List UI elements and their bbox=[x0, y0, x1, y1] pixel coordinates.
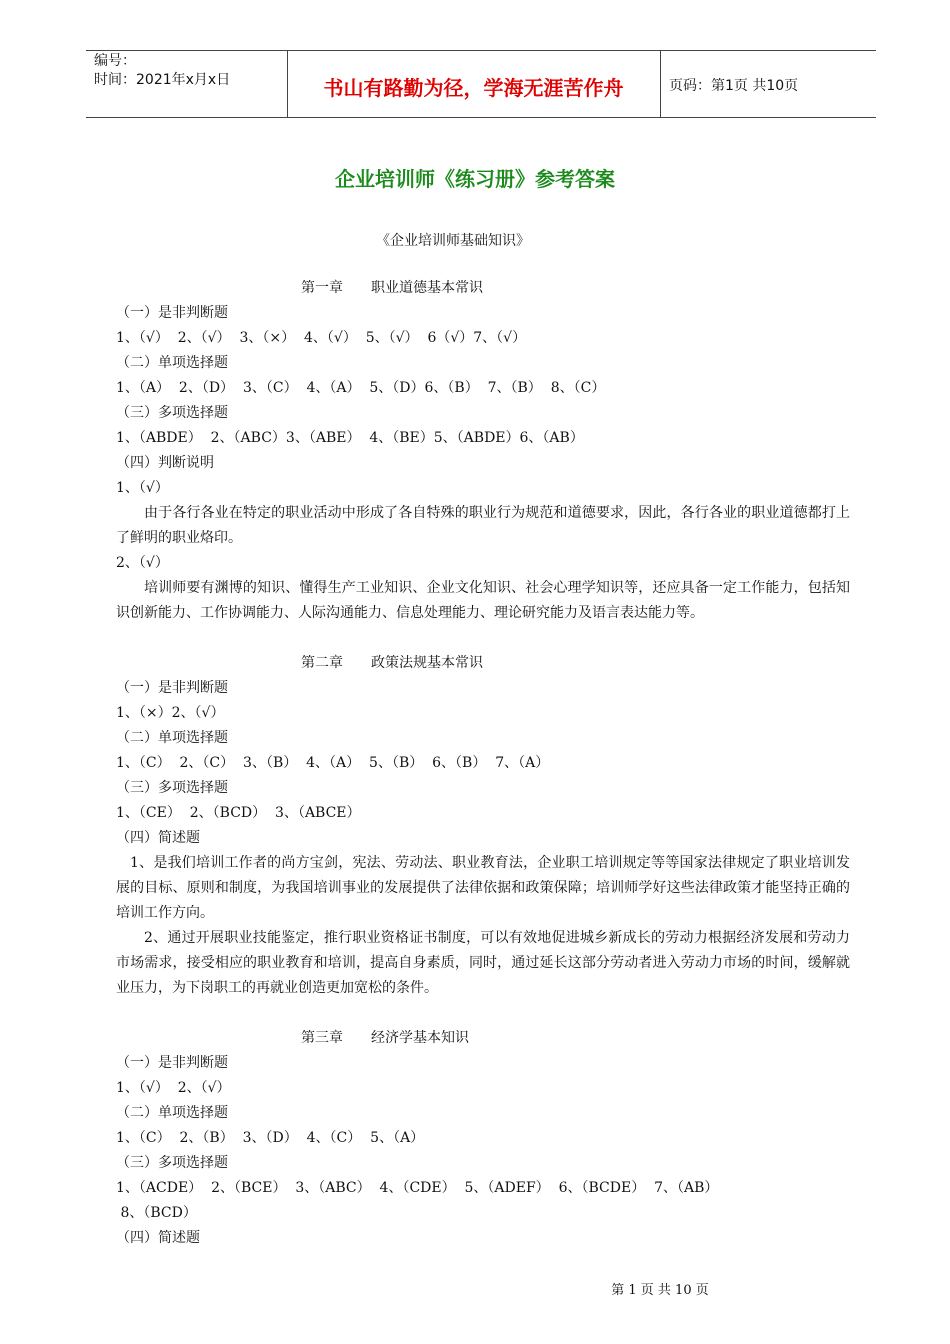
ch2-short-answer-1: 1、是我们培训工作者的尚方宝剑，宪法、劳动法、职业教育法，企业职工培训规定等等国家法律规定了职业培训发展的目标、原则和制度，为我国培训事业的发展提供了法律依据和政策保障；培训师学好这些法律政策才能坚持正确的培训工作方向。 bbox=[116, 855, 850, 921]
header-motto: 书山有路勤为径，学海无涯苦作舟 bbox=[323, 76, 624, 100]
ch3-section-multi-choice-title: （三）多项选择题 bbox=[116, 1155, 228, 1171]
ch2-section-single-choice-answers: 1、（C） 2、（C） 3、（B） 4、（A） 5、（B） 6、（B） 7、（A） bbox=[116, 755, 550, 771]
chapter-1-name: 职业道德基本常识 bbox=[371, 280, 483, 296]
ch2-section-short-answer-title: （四）简述题 bbox=[116, 830, 200, 846]
chapter-2-heading bbox=[116, 651, 850, 676]
header-number-label: 编号： bbox=[94, 53, 136, 69]
header-meta bbox=[94, 52, 230, 90]
ch3-section-true-false-title: （一）是非判断题 bbox=[116, 1055, 228, 1071]
ch1-section-multi-choice-title: （三）多项选择题 bbox=[116, 405, 228, 421]
ch1-section-judgement-title: （四）判断说明 bbox=[116, 455, 214, 471]
header-top-rule bbox=[86, 50, 876, 51]
ch1-section-true-false-title: （一）是非判断题 bbox=[116, 305, 228, 321]
ch2-section-true-false-answers: 1、（×）2、（√） bbox=[116, 705, 225, 721]
document-title: 企业培训师《练习册》参考答案 bbox=[335, 167, 615, 191]
ch1-question-2-explanation: 培训师要有渊博的知识、懂得生产工业知识、企业文化知识、社会心理学知识等，还应具备一定工作能力，包括知识创新能力、工作协调能力、人际沟通能力、信息处理能力、理论研究能力及语言表达能力等。 bbox=[116, 580, 850, 621]
ch3-section-true-false-answers: 1、（√） 2、（√） bbox=[116, 1080, 231, 1096]
chapter-3-number: 第三章 bbox=[301, 1030, 343, 1046]
header-page-info: 页码：第1页 共10页 bbox=[669, 78, 799, 94]
ch2-section-true-false-title: （一）是非判断题 bbox=[116, 680, 228, 696]
ch3-section-single-choice-title: （二）单项选择题 bbox=[116, 1105, 228, 1121]
ch1-section-multi-choice-answers: 1、（ABDE） 2、（ABC）3、（ABE） 4、（BE）5、（ABDE）6、（AB） bbox=[116, 430, 584, 446]
chapter-2-name: 政策法规基本常识 bbox=[371, 655, 483, 671]
ch2-section-single-choice-title: （二）单项选择题 bbox=[116, 730, 228, 746]
chapter-1-number: 第一章 bbox=[301, 280, 343, 296]
header-divider-right bbox=[660, 50, 661, 117]
ch1-question-1: 1、（√） bbox=[116, 480, 169, 496]
ch2-short-answer-2: 2、通过开展职业技能鉴定，推行职业资格证书制度，可以有效地促进城乡新成长的劳动力根据经济发展和劳动力市场需求，接受相应的职业教育和培训，提高自身素质，同时，通过延长这部分劳动者进入劳动力市场的时间，缓解就业压力，为下岗职工的再就业创造更加宽松的条件。 bbox=[116, 930, 850, 996]
chapter-2-number: 第二章 bbox=[301, 655, 343, 671]
header-bottom-rule bbox=[86, 117, 876, 118]
chapter-3-heading bbox=[116, 1026, 850, 1051]
document-body bbox=[116, 276, 850, 1251]
ch3-section-multi-choice-answers-line-2: 8、（BCD） bbox=[116, 1205, 197, 1221]
ch2-section-multi-choice-title: （三）多项选择题 bbox=[116, 780, 228, 796]
ch1-question-1-explanation: 由于各行各业在特定的职业活动中形成了各自特殊的职业行为规范和道德要求，因此，各行各业的职业道德都打上了鲜明的职业烙印。 bbox=[116, 505, 850, 546]
document-subtitle: 《企业培训师基础知识》 bbox=[376, 233, 530, 249]
chapter-3-name: 经济学基本知识 bbox=[371, 1030, 469, 1046]
ch3-section-multi-choice-answers-line-1: 1、（ACDE） 2、（BCE） 3、（ABC） 4、（CDE） 5、（ADEF） 6、（BCDE） 7、（AB） bbox=[116, 1180, 719, 1196]
ch2-section-multi-choice-answers: 1、（CE） 2、（BCD） 3、（ABCE） bbox=[116, 805, 361, 821]
ch1-question-2: 2、（√） bbox=[116, 555, 169, 571]
page-footer: 第 1 页 共 10 页 bbox=[611, 1283, 709, 1298]
ch1-section-single-choice-answers: 1、（A） 2、（D） 3、（C） 4、（A） 5、（D）6、（B） 7、（B） 8、（C） bbox=[116, 380, 606, 396]
ch1-section-single-choice-title: （二）单项选择题 bbox=[116, 355, 228, 371]
ch1-section-true-false-answers: 1、（√） 2、（√） 3、（×） 4、（√） 5、（√） 6（√）7、（√） bbox=[116, 330, 527, 346]
ch3-section-short-answer-title: （四）简述题 bbox=[116, 1230, 200, 1246]
ch3-section-single-choice-answers: 1、（C） 2、（B） 3、（D） 4、（C） 5、（A） bbox=[116, 1130, 425, 1146]
chapter-1-heading bbox=[116, 276, 850, 301]
header-time-label: 时间：2021年x月x日 bbox=[94, 72, 231, 88]
